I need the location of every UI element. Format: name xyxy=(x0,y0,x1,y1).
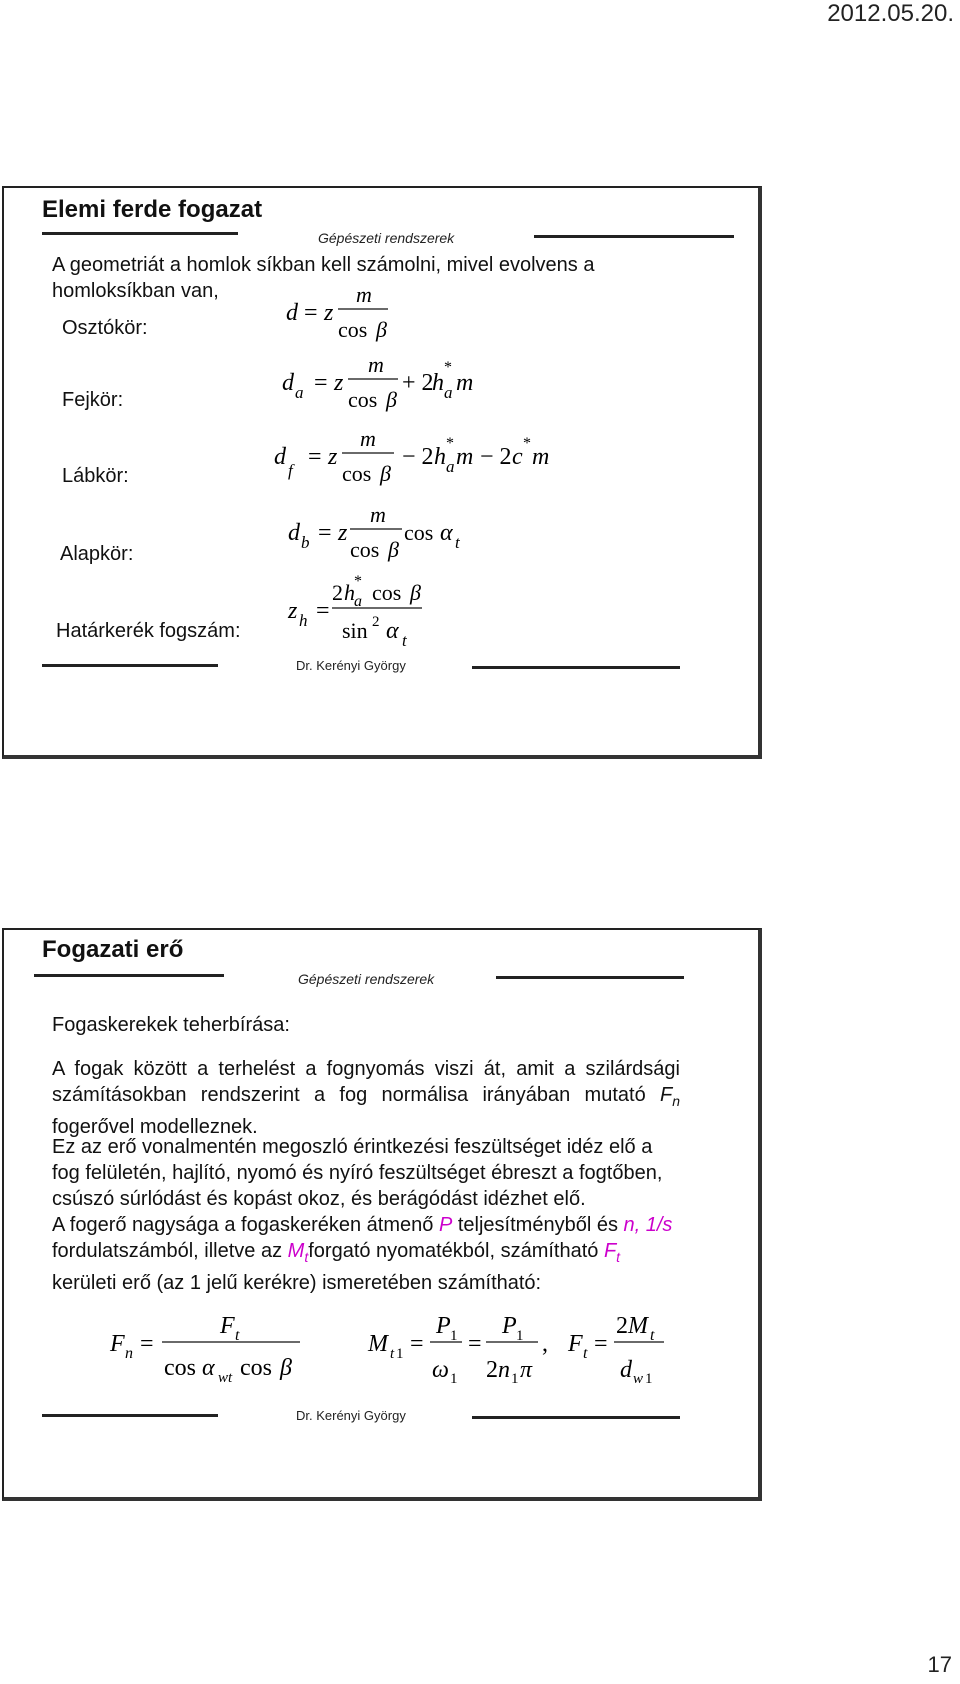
symbol-sub-t: t xyxy=(304,1249,309,1265)
svg-text:F: F xyxy=(568,1331,583,1357)
svg-text:2: 2 xyxy=(332,580,343,605)
title-underline-right xyxy=(534,235,734,238)
svg-text:=: = xyxy=(410,1331,424,1357)
svg-text:=: = xyxy=(318,520,332,546)
svg-text:h: h xyxy=(299,611,308,630)
svg-text:+ 2: + 2 xyxy=(402,370,434,396)
title-underline-left xyxy=(42,232,238,235)
title-underline-right xyxy=(496,976,684,979)
svg-text:w: w xyxy=(633,1371,644,1387)
svg-text:z: z xyxy=(324,300,334,326)
svg-text:1: 1 xyxy=(516,1328,524,1344)
symbol-n-unit: n, 1/s xyxy=(623,1214,673,1236)
label-hatarkerek: Határkerék fogszám: xyxy=(56,620,241,642)
svg-text:cos: cos xyxy=(342,461,372,486)
svg-text:cos: cos xyxy=(404,520,434,545)
svg-text:ω: ω xyxy=(432,1357,449,1383)
svg-text:β: β xyxy=(410,580,421,605)
symbol-f: F xyxy=(603,1240,617,1262)
svg-text:z: z xyxy=(328,444,338,470)
svg-text:β: β xyxy=(388,537,399,562)
slide-fogazati-ero xyxy=(2,928,762,1501)
svg-text:β: β xyxy=(280,1355,292,1381)
slide-subtitle: Gépészeti rendszerek xyxy=(298,971,435,987)
svg-text:2: 2 xyxy=(486,1357,498,1383)
svg-text:f: f xyxy=(288,461,293,480)
svg-text:1: 1 xyxy=(511,1371,519,1387)
svg-text:M: M xyxy=(628,1313,648,1339)
paragraph-1 xyxy=(52,1056,680,1140)
svg-text:*: * xyxy=(354,573,362,590)
formula-fejkor xyxy=(280,348,500,418)
svg-text:M: M xyxy=(368,1331,388,1357)
formula-osztokor xyxy=(284,280,424,342)
svg-text:=: = xyxy=(304,300,318,326)
symbol-ft xyxy=(603,1240,621,1265)
formula-alapkor xyxy=(286,498,486,570)
section-heading: Fogaskerekek teherbírása: xyxy=(52,1014,290,1036)
svg-text:=: = xyxy=(140,1331,154,1357)
svg-text:=: = xyxy=(314,370,328,396)
svg-text:m: m xyxy=(360,426,376,451)
formula-mt xyxy=(366,1305,566,1391)
svg-text:z: z xyxy=(338,520,348,546)
svg-text:=: = xyxy=(468,1331,482,1357)
svg-text:a: a xyxy=(295,383,304,402)
footer-line-right xyxy=(472,666,680,669)
symbol-f: F xyxy=(659,1084,673,1106)
svg-text:t: t xyxy=(455,533,460,552)
svg-text:a: a xyxy=(446,457,455,476)
svg-text:m: m xyxy=(456,444,474,470)
svg-text:P: P xyxy=(436,1313,451,1339)
label-labkor: Lábkör: xyxy=(62,465,129,487)
svg-text:h: h xyxy=(344,580,355,605)
footer-line-left xyxy=(42,1414,218,1417)
svg-text:α: α xyxy=(386,618,399,644)
svg-text:1: 1 xyxy=(450,1371,458,1387)
svg-text:h: h xyxy=(432,370,444,396)
svg-text:=: = xyxy=(308,444,322,470)
svg-text:=: = xyxy=(316,598,330,624)
symbol-m: M xyxy=(287,1240,305,1262)
slide-title: Fogazati erő xyxy=(42,936,184,963)
formula-hatarkerek xyxy=(286,572,476,656)
svg-text:n: n xyxy=(125,1345,133,1362)
svg-text:a: a xyxy=(354,593,362,610)
svg-text:=: = xyxy=(594,1331,608,1357)
svg-text:z: z xyxy=(334,370,344,396)
svg-text:cos: cos xyxy=(348,387,378,412)
svg-text:*: * xyxy=(523,435,531,452)
svg-text:2: 2 xyxy=(372,614,380,630)
intro-text: A geometriát a homlok síkban kell számolni, mivel evolvens a homloksíkban van, xyxy=(52,254,595,302)
symbol-fn xyxy=(659,1084,680,1109)
svg-text:*: * xyxy=(446,435,454,452)
svg-text:t: t xyxy=(583,1345,588,1362)
svg-text:h: h xyxy=(434,444,446,470)
formula-ft xyxy=(566,1305,696,1391)
svg-text:1: 1 xyxy=(450,1328,458,1344)
label-fejkor: Fejkör: xyxy=(62,389,124,411)
paragraph-1-end: fogerővel modelleznek. xyxy=(52,1116,258,1138)
svg-text:m: m xyxy=(368,352,384,377)
paragraph-1-text: A fogak között a terhelést a fognyomás viszi át, amit a szilárdsági számításokban rendszerint a fog normálisa irányában mutató xyxy=(52,1058,680,1106)
symbol-p: P xyxy=(438,1214,453,1236)
paragraph-2: Ez az erő vonalmentén megoszló érintkezési feszültséget idéz elő a fog felületén, hajlító, nyomó és nyíró feszültséget ébreszt a fogtőben, csúszó súrlódást és kopást okoz, és berágódást idézhet elő. xyxy=(52,1136,663,1210)
p3-text-a: A fogerő nagysága a fogaskeréken átmenő xyxy=(52,1214,434,1236)
svg-text:t: t xyxy=(402,631,407,650)
p3-text-e: kerületi erő (az 1 jelű kerékre) ismeretében számítható: xyxy=(52,1272,542,1294)
p3-text-b: teljesítményből és xyxy=(457,1214,618,1236)
svg-text:− 2: − 2 xyxy=(480,444,512,470)
svg-text:m: m xyxy=(370,502,386,527)
paragraph-3 xyxy=(52,1212,680,1296)
label-osztokor: Osztókör: xyxy=(62,317,148,339)
formula-labkor xyxy=(272,422,572,494)
svg-text:1: 1 xyxy=(645,1371,653,1387)
svg-text:z: z xyxy=(288,598,298,624)
svg-text:F: F xyxy=(110,1331,125,1357)
svg-text:1: 1 xyxy=(396,1346,404,1362)
p3-text-c: fordulatszámból, illetve az xyxy=(52,1240,283,1262)
svg-text:cos: cos xyxy=(164,1355,196,1381)
svg-text:t: t xyxy=(390,1346,395,1362)
svg-text:d: d xyxy=(288,520,300,546)
svg-text:β: β xyxy=(376,317,387,342)
svg-text:*: * xyxy=(444,359,452,376)
svg-text:sin: sin xyxy=(342,618,368,643)
svg-text:d: d xyxy=(286,300,298,326)
svg-text:β: β xyxy=(386,387,397,412)
svg-text:wt: wt xyxy=(218,1370,233,1386)
svg-text:d: d xyxy=(274,444,286,470)
svg-text:n: n xyxy=(498,1357,510,1383)
footer-line-left xyxy=(42,664,218,667)
svg-text:α: α xyxy=(440,520,453,546)
svg-text:β: β xyxy=(380,461,391,486)
slide-author: Dr. Kerényi György xyxy=(296,658,406,673)
svg-text:d: d xyxy=(282,370,294,396)
svg-text:P: P xyxy=(502,1313,517,1339)
footer-line-right xyxy=(472,1416,680,1419)
svg-text:m: m xyxy=(356,282,372,307)
svg-text:c: c xyxy=(512,444,523,470)
svg-text:m: m xyxy=(532,444,550,470)
svg-text:F: F xyxy=(220,1313,235,1339)
svg-text:m: m xyxy=(456,370,474,396)
p3-text-d: forgató nyomatékból, számítható xyxy=(308,1240,599,1262)
date-stamp: 2012.05.20. xyxy=(827,0,954,27)
svg-text:cos: cos xyxy=(240,1355,272,1381)
svg-text:α: α xyxy=(202,1355,215,1381)
svg-text:b: b xyxy=(301,533,310,552)
svg-text:2: 2 xyxy=(616,1313,628,1339)
svg-text:d: d xyxy=(620,1357,632,1383)
svg-text:a: a xyxy=(444,383,453,402)
label-alapkor: Alapkör: xyxy=(60,543,134,565)
svg-text:t: t xyxy=(235,1327,240,1344)
svg-text:− 2: − 2 xyxy=(402,444,434,470)
title-underline-left xyxy=(34,974,224,977)
formula-fn xyxy=(108,1305,328,1391)
svg-text:cos: cos xyxy=(372,580,402,605)
svg-text:cos: cos xyxy=(350,537,380,562)
symbol-mt xyxy=(287,1240,309,1265)
page-number: 17 xyxy=(927,1652,952,1677)
symbol-sub-t: t xyxy=(616,1249,621,1265)
slide-author: Dr. Kerényi György xyxy=(296,1408,406,1423)
svg-text:,: , xyxy=(542,1331,548,1357)
slide-elemi-ferde-fogazat xyxy=(2,186,762,759)
svg-text:cos: cos xyxy=(338,317,368,342)
svg-text:t: t xyxy=(650,1327,655,1344)
slide-title: Elemi ferde fogazat xyxy=(42,196,263,223)
slide-subtitle: Gépészeti rendszerek xyxy=(318,230,455,246)
symbol-sub-n: n xyxy=(672,1093,680,1109)
svg-text:π: π xyxy=(520,1357,533,1383)
